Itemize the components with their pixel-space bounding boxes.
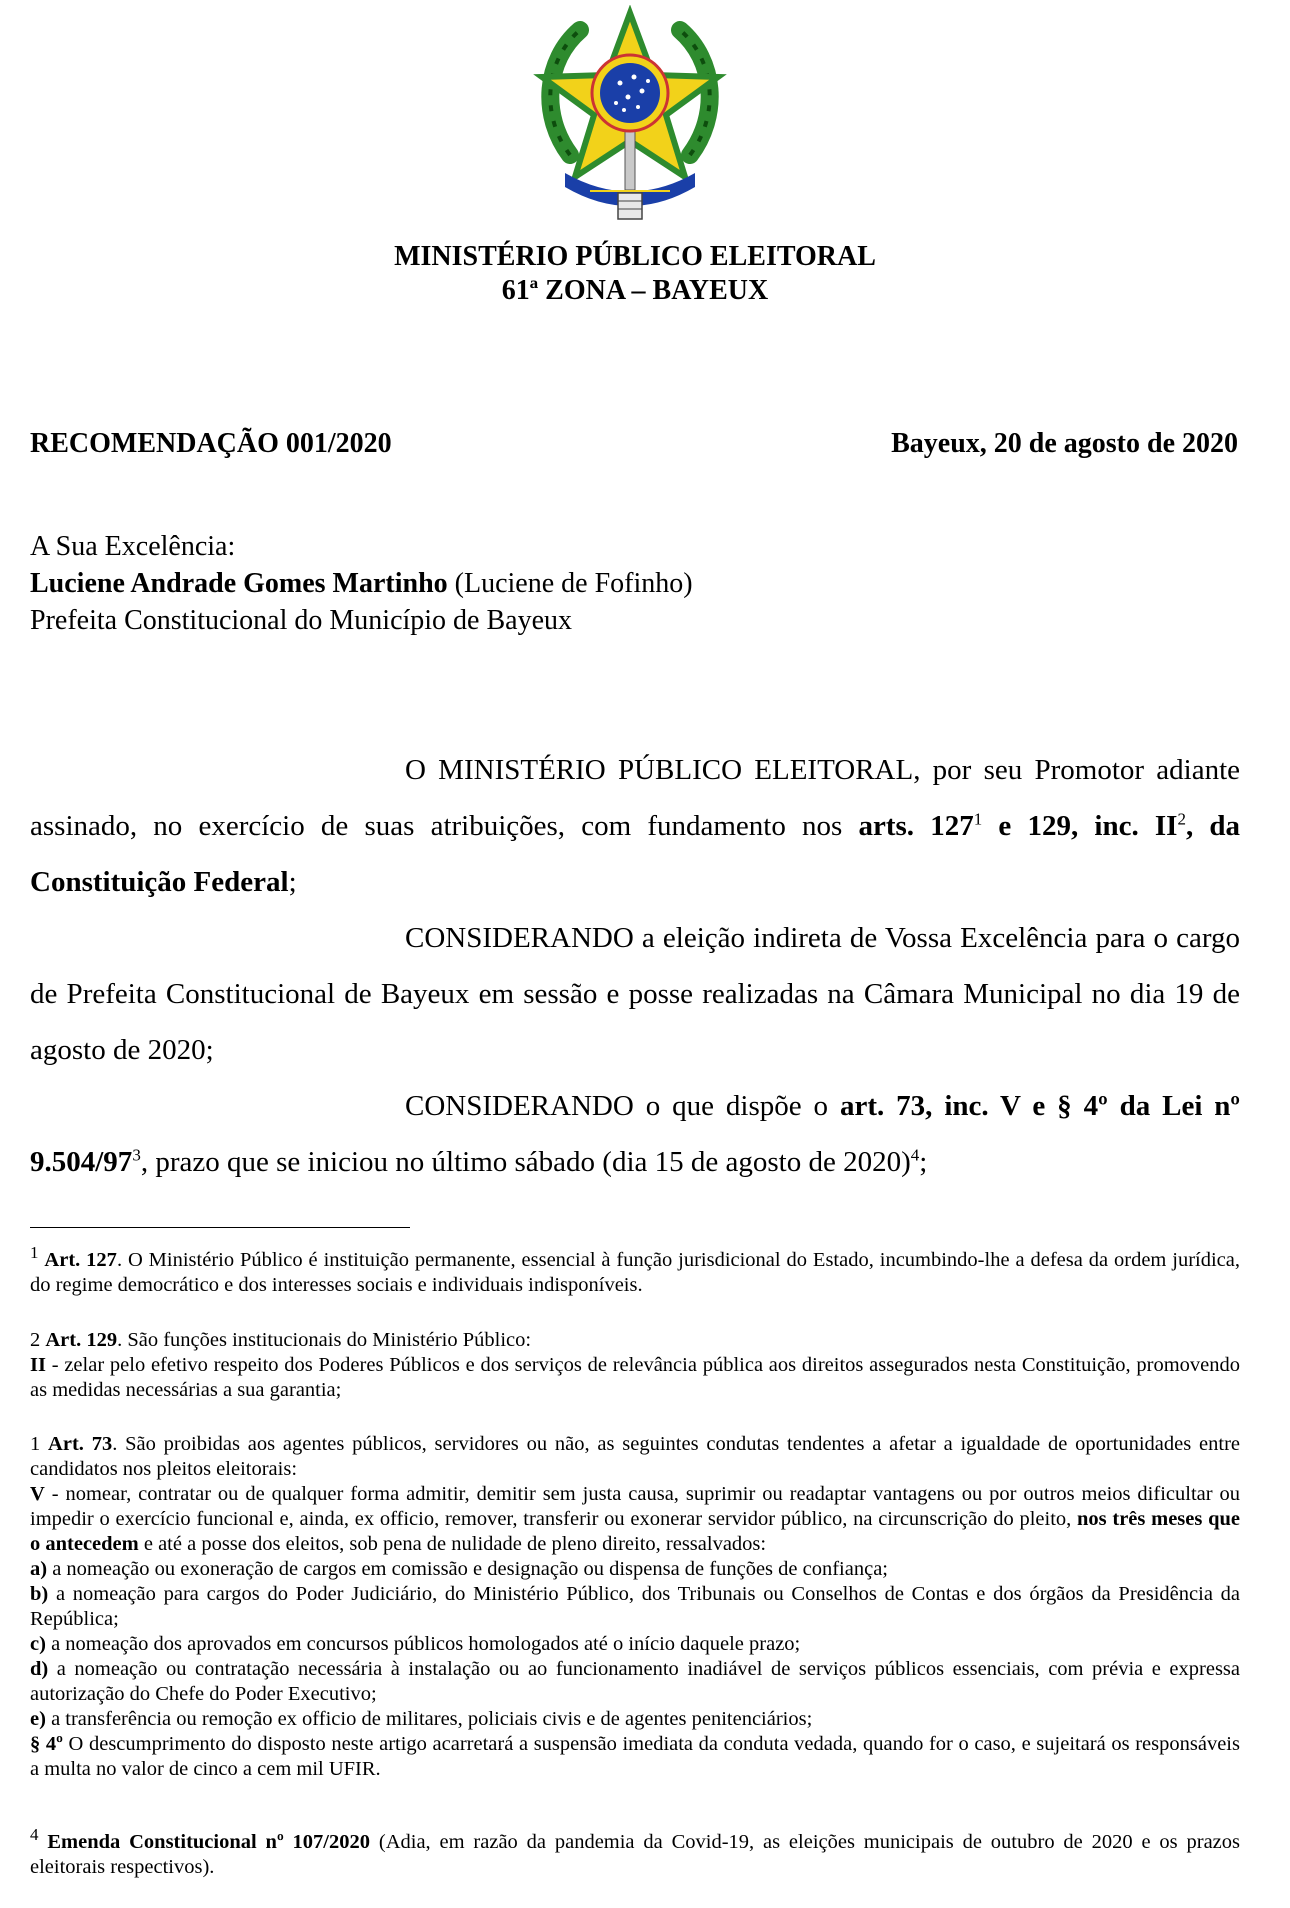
- footnote-text: - nomear, contratar ou de qualquer forma admitir, demitir sem justa causa, suprimir ou readaptar vantagens ou por outros meios dificultar ou impedir o exercício funcional e, ainda, ex officio, remover, transferir ou exonerar servidor público, na circunscrição do pleito,: [30, 1483, 1240, 1530]
- body-text: , prazo que se iniciou no último sábado (dia 15 de agosto de 2020): [140, 1146, 911, 1178]
- body-text: ;: [288, 866, 297, 898]
- footnote-ref: 4: [910, 1145, 920, 1165]
- footnote-text: . São proibidas aos agentes públicos, servidores ou não, as seguintes condutas tendentes a afetar a igualdade de oportunidades entre candidatos nos pleitos eleitorais:: [30, 1433, 1241, 1480]
- footnote-bold: c): [30, 1633, 46, 1655]
- body-bold: arts. 127: [858, 810, 974, 842]
- footnote-ref: 3: [132, 1145, 141, 1165]
- salutation: A Sua Excelência:: [30, 531, 236, 562]
- footnote-ref: 1: [973, 809, 983, 829]
- footnote-text: a nomeação ou contratação necessária à instalação ou ao funcionamento inadiável de serviços públicos essenciais, com prévia e expressa autorização do Chefe do Poder Executivo;: [30, 1658, 1240, 1705]
- footnote-text: a transferência ou remoção ex officio de militares, policiais civis e de agentes penitenciários;: [45, 1708, 813, 1730]
- addressee-nickname: (Luciene de Fofinho): [454, 568, 693, 599]
- footnote-bold: e): [30, 1708, 46, 1730]
- body-paragraph-3: [30, 1078, 1240, 1190]
- footnote-bold: Art. 129: [45, 1329, 118, 1351]
- document-title: RECOMENDAÇÃO 001/2020: [30, 428, 392, 459]
- body-paragraph-2: CONSIDERANDO a eleição indireta de Vossa Excelência para o cargo de Prefeita Constitucional de Bayeux em sessão e posse realizadas na Câmara Municipal no dia 19 de agosto de 2020;: [30, 922, 1240, 1066]
- footnote-number: 1: [30, 1433, 41, 1455]
- footnote-1: [30, 1243, 1241, 1298]
- footnote-text: e até a posse dos eleitos, sob pena de nulidade de pleno direito, ressalvados:: [138, 1533, 767, 1555]
- footnote-text: a nomeação para cargos do Poder Judiciário, do Ministério Público, dos Tribunais ou Conselhos de Contas e dos órgãos da Presidência da República;: [30, 1583, 1240, 1630]
- document-body: [30, 742, 1240, 1190]
- footnote-bold: II: [30, 1354, 46, 1376]
- header-line-1: MINISTÉRIO PÚBLICO ELEITORAL: [394, 241, 876, 272]
- footnote-text: - zelar pelo efetivo respeito dos Poderes Públicos e dos serviços de relevância pública aos direitos assegurados nesta Constituição, promovendo as medidas necessárias a sua garantia;: [30, 1354, 1240, 1401]
- footnote-bold: d): [30, 1658, 49, 1680]
- body-text: ;: [919, 1146, 928, 1178]
- footnote-2: [30, 1328, 1240, 1403]
- body-text: O MINISTÉRIO PÚBLICO ELEITORAL, por seu Promotor adiante assinado, no exercício de suas atribuições, com fundamento nos: [30, 754, 1240, 842]
- body-bold: art. 73, inc. V e § 4º da Lei nº 9.504/97: [30, 1090, 1241, 1178]
- footnote-text: a nomeação dos aprovados em concursos públicos homologados até o início daquele prazo;: [45, 1633, 801, 1655]
- footnote-separator: [30, 1227, 410, 1228]
- addressee-line: [30, 565, 693, 602]
- footnote-bold: Art. 127: [44, 1249, 117, 1271]
- footnote-bold: b): [30, 1583, 49, 1605]
- footnote-text: a nomeação ou exoneração de cargos em comissão e designação ou dispensa de funções de confiança;: [47, 1558, 888, 1580]
- body-bold: e 129, inc. II: [982, 810, 1178, 842]
- footnote-bold: Emenda Constitucional nº 107/2020: [47, 1831, 371, 1853]
- footnote-number: 2: [30, 1329, 41, 1351]
- footnote-4: [30, 1825, 1241, 1880]
- body-text: CONSIDERANDO o que dispõe o: [405, 1090, 840, 1122]
- footnote-bold: V: [30, 1483, 45, 1505]
- footnote-bold: a): [30, 1558, 48, 1580]
- footnote-number: 1: [30, 1243, 39, 1263]
- addressee-name: Luciene Andrade Gomes Martinho: [30, 568, 448, 599]
- addressee-block: [30, 528, 693, 639]
- footnote-ref: 2: [1177, 809, 1186, 829]
- brazil-coat-of-arms-icon: [530, 5, 730, 225]
- footnote-text: . São funções institucionais do Ministério Público:: [117, 1329, 532, 1351]
- body-paragraph-1: [30, 742, 1240, 910]
- footnote-bold: nos três meses que o antecedem: [30, 1508, 1241, 1555]
- document-date: Bayeux, 20 de agosto de 2020: [891, 428, 1238, 459]
- footnote-text: O descumprimento do disposto neste artigo acarretará a suspensão imediata da conduta vedada, quando for o caso, e sujeitará os responsáveis a multa no valor de cinco a cem mil UFIR.: [30, 1733, 1240, 1780]
- header-line-2: 61ª ZONA – BAYEUX: [501, 275, 769, 306]
- footnote-bold: § 4º: [30, 1733, 63, 1755]
- footnote-3: [30, 1432, 1240, 1782]
- footnote-text: . O Ministério Público é instituição permanente, essencial à função jurisdicional do Estado, incumbindo-lhe a defesa da ordem jurídica, do regime democrático e dos interesses sociais e individuais indisponíveis.: [30, 1249, 1241, 1296]
- footnote-number: 4: [30, 1825, 39, 1845]
- addressee-role: Prefeita Constitucional do Município de Bayeux: [30, 605, 573, 636]
- footnote-bold: Art. 73: [48, 1433, 113, 1455]
- footnote-text: (Adia, em razão da pandemia da Covid-19, as eleições municipais de outubro de 2020 e os prazos eleitorais respectivos).: [30, 1831, 1241, 1878]
- body-bold: , da Constituição Federal: [30, 810, 1240, 898]
